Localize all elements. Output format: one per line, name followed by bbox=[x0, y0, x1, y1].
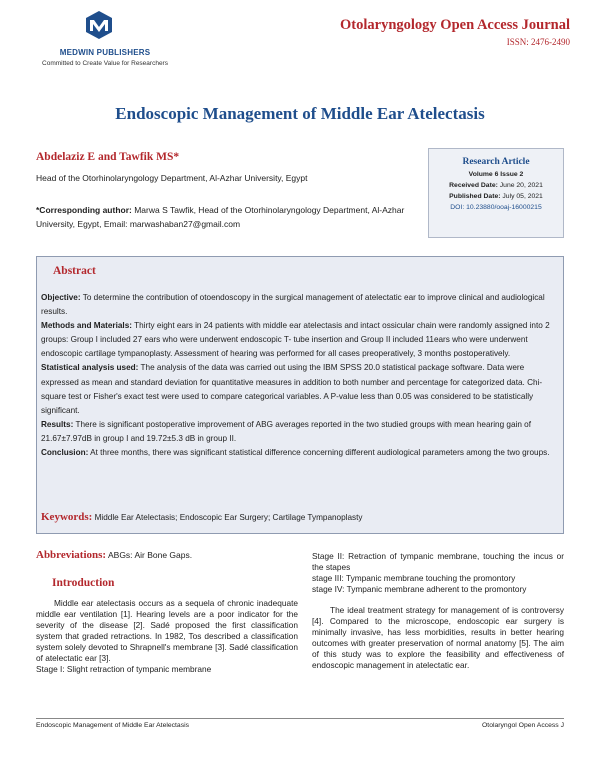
doi-link[interactable]: DOI: 10.23880/ooaj-16000215 bbox=[450, 204, 542, 211]
abstract-conclusion bbox=[41, 446, 559, 460]
introduction-heading: Introduction bbox=[52, 577, 115, 589]
volume-issue-text: Volume 6 Issue 2 bbox=[468, 171, 524, 178]
corresponding-text: Marwa S Tawfik, Head of the Otorhinolaryngology Department, Al-Azhar University, Egypt, Email: marwashaban27@gmail.com bbox=[36, 205, 405, 229]
published-date bbox=[429, 193, 563, 200]
corresponding-label: *Corresponding author: bbox=[36, 205, 132, 215]
footer-journal-abbrev: Otolaryngol Open Access J bbox=[482, 722, 564, 729]
abstract-methods bbox=[41, 319, 559, 361]
publisher-logo bbox=[30, 10, 180, 68]
article-title: Endoscopic Management of Middle Ear Atelectasis bbox=[115, 104, 485, 123]
stage-2: Stage II: Retraction of tympanic membrane, touching the incus or the stapes bbox=[312, 551, 564, 572]
abstract-heading: Abstract bbox=[53, 265, 96, 277]
abbreviations bbox=[36, 549, 192, 561]
article-type: Research Article bbox=[462, 157, 530, 167]
stats-text: The analysis of the data was carried out using the IBM SPSS 20.0 statistical package software. Data were expressed as mean and standard deviation for quantitative measures in addition to both number and percentage for categorized data. Chi-square test or Fisher's exact test were used to compare categorical variables. A P-value less than 0.05 was considered to be statistically significant. bbox=[41, 363, 543, 415]
published-label: Published Date: bbox=[449, 193, 501, 200]
abstract-box bbox=[36, 256, 564, 534]
journal-issn: ISSN: 2476-2490 bbox=[506, 37, 570, 47]
published-value: July 05, 2021 bbox=[500, 193, 543, 200]
article-info-box bbox=[428, 148, 564, 238]
article-authors: Abdelaziz E and Tawfik MS* bbox=[36, 151, 180, 163]
introduction-left-column bbox=[36, 598, 298, 675]
received-label: Received Date: bbox=[449, 182, 498, 189]
footer-divider bbox=[36, 718, 564, 719]
abbreviations-text: ABGs: Air Bone Gaps. bbox=[106, 550, 193, 560]
footer-running-title: Endoscopic Management of Middle Ear Atelectasis bbox=[36, 722, 190, 729]
stage-3: stage III: Tympanic membrane touching the promontory bbox=[312, 573, 516, 583]
stage-1: Stage I: Slight retraction of tympanic membrane bbox=[36, 664, 212, 674]
abstract-body bbox=[41, 291, 559, 460]
abstract-objective bbox=[41, 291, 559, 319]
results-label: Results: bbox=[41, 419, 74, 429]
methods-label: Methods and Materials: bbox=[41, 321, 132, 331]
conclusion-text: At three months, there was significant statistical difference concerning different audiological parameters among the two groups. bbox=[88, 448, 550, 458]
stats-label: Statistical analysis used: bbox=[41, 363, 139, 373]
conclusion-label: Conclusion: bbox=[41, 448, 89, 458]
intro-paragraph-2: The ideal treatment strategy for management of is controversy [4]. Compared to the microscope, endoscopic ear surgery is minimally invasive, has less morbidities, results in better hearing outcomes with greater preservation of normal anatomy [5]. The aim of this study was to explore the feasibility and effectiveness of endoscopic management in atelectatic ear. bbox=[312, 605, 564, 670]
introduction-right-column bbox=[312, 551, 564, 671]
stage-4: stage IV: Tympanic membrane adherent to the promontory bbox=[312, 584, 527, 594]
objective-text: To determine the contribution of otoendoscopy in the surgical management of atelectatic ear to improve clinical and audiological results. bbox=[41, 293, 545, 317]
publisher-tagline: Committed to Create Value for Researchers bbox=[42, 60, 168, 67]
results-text: There is significant postoperative improvement of ABG averages reported in the two studied groups with mean hearing gain of 21.67±7.97dB in group I and 19.72±5.3 dB in group II. bbox=[41, 419, 532, 443]
abbreviations-label: Abbreviations: bbox=[36, 549, 107, 561]
intro-paragraph-1: Middle ear atelectasis occurs as a sequela of chronic inadequate middle ear ventilation [1]. Hearing levels are a poor indicator for the severity of the disease [2]. Sadé proposed the first classification system that graded retractions. In 1982, Tos described a classification system solely devoted to Shrapnell's membrane [3]. Sadé classification of atelectatic ear [3]. bbox=[36, 598, 298, 663]
abstract-results bbox=[41, 418, 559, 446]
journal-title: Otolaryngology Open Access Journal bbox=[340, 17, 570, 33]
received-value: June 20, 2021 bbox=[497, 182, 543, 189]
corresponding-author bbox=[36, 203, 424, 231]
author-affiliation: Head of the Otorhinolaryngology Department, Al-Azhar University, Egypt bbox=[36, 173, 308, 183]
keywords bbox=[41, 511, 363, 523]
medwin-logo-icon bbox=[82, 10, 116, 40]
abstract-statistics bbox=[41, 361, 559, 417]
received-date bbox=[429, 182, 563, 189]
objective-label: Objective: bbox=[41, 293, 81, 302]
keywords-text: Middle Ear Atelectasis; Endoscopic Ear Surgery; Cartilage Tympanoplasty bbox=[92, 513, 363, 522]
keywords-label: Keywords: bbox=[41, 511, 93, 523]
methods-text: Thirty eight ears in 24 patients with middle ear atelectasis and intact ossicular chain were randomly assigned into 2 groups: Group I included 27 ears who were underwent endoscopic T- tube insertion and Group II included 11ears who were underwent endoscopic cartilage tympanoplasty. Assessment of hearing was performed for all cases preoperatively, 3 months postoperatively. bbox=[41, 321, 550, 359]
publisher-name: MEDWIN PUBLISHERS bbox=[59, 48, 151, 57]
volume-issue bbox=[429, 171, 563, 178]
